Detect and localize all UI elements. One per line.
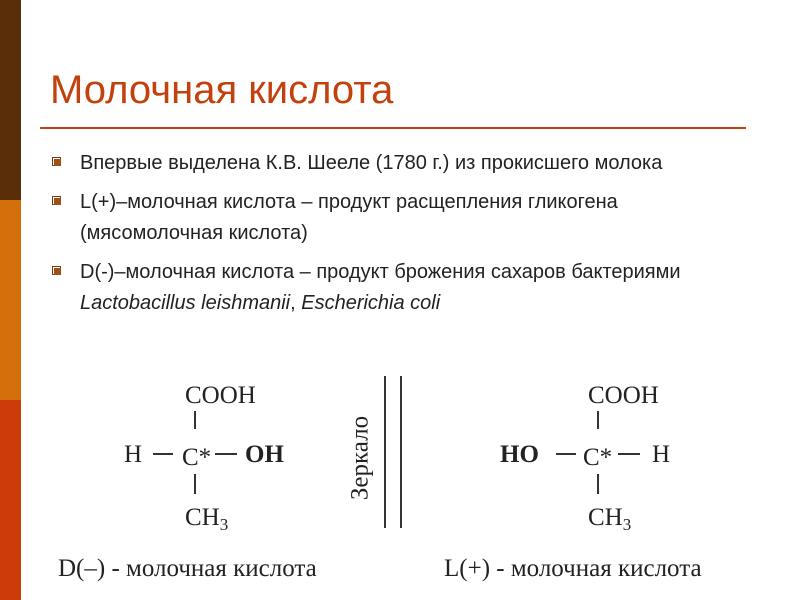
l-bond-right xyxy=(618,453,640,455)
d-hydroxyl-group: OH xyxy=(245,441,284,468)
l-bond-left xyxy=(556,453,576,455)
mirror-label: Зеркало xyxy=(346,415,374,501)
side-band-top xyxy=(0,0,21,200)
bullet-text xyxy=(80,257,740,319)
d-bond-left xyxy=(153,453,173,455)
d-bond-right xyxy=(215,453,237,455)
l-bond-top xyxy=(597,411,599,429)
d-carboxyl-group: COOH xyxy=(185,382,256,409)
d-left-substituent: H xyxy=(124,441,143,468)
l-isomer-caption: L(+) - молочная кислота xyxy=(444,555,702,582)
l-methyl-group: $CH_3$ xyxy=(588,504,632,534)
d-bond-top xyxy=(194,411,196,429)
square-bullet-icon xyxy=(52,157,61,166)
side-band-middle xyxy=(0,200,21,400)
mirror-line-left xyxy=(384,376,386,528)
d-chiral-carbon: C* xyxy=(182,444,212,471)
slide-title: Молочная кислота xyxy=(50,68,394,112)
bullet-item xyxy=(50,148,740,179)
l-right-substituent: H xyxy=(652,441,671,468)
l-bond-bottom xyxy=(597,474,599,494)
square-bullet-icon xyxy=(52,196,61,205)
bullet-text: L(+)–молочная кислота – продукт расщепления гликогена (мясомолочная кислота) xyxy=(80,191,618,244)
species-name-lactobacillus: Lactobacillus leishmanii xyxy=(80,292,291,314)
separator: , xyxy=(290,292,302,314)
l-hydroxyl-group: HO xyxy=(500,441,539,468)
mirror-line-right xyxy=(400,376,402,528)
l-carboxyl-group: COOH xyxy=(588,382,659,409)
bullet-list xyxy=(50,148,740,327)
species-name-escherichia: Escherichia coli xyxy=(301,292,441,314)
side-band-bottom xyxy=(0,400,21,600)
d-methyl-group: $CH_3$ xyxy=(185,504,229,534)
bullet-text-plain: D(-)–молочная кислота – продукт брожения сахаров бактериями xyxy=(80,261,681,283)
bullet-item xyxy=(50,257,740,319)
d-bond-bottom xyxy=(194,474,196,494)
title-underline xyxy=(40,127,746,129)
bullet-item xyxy=(50,187,740,249)
d-isomer-caption: D(–) - молочная кислота xyxy=(58,555,317,582)
l-chiral-carbon: C* xyxy=(583,444,613,471)
square-bullet-icon xyxy=(52,266,61,275)
bullet-text: Впервые выделена К.В. Шееле (1780 г.) из прокисшего молока xyxy=(80,152,663,174)
